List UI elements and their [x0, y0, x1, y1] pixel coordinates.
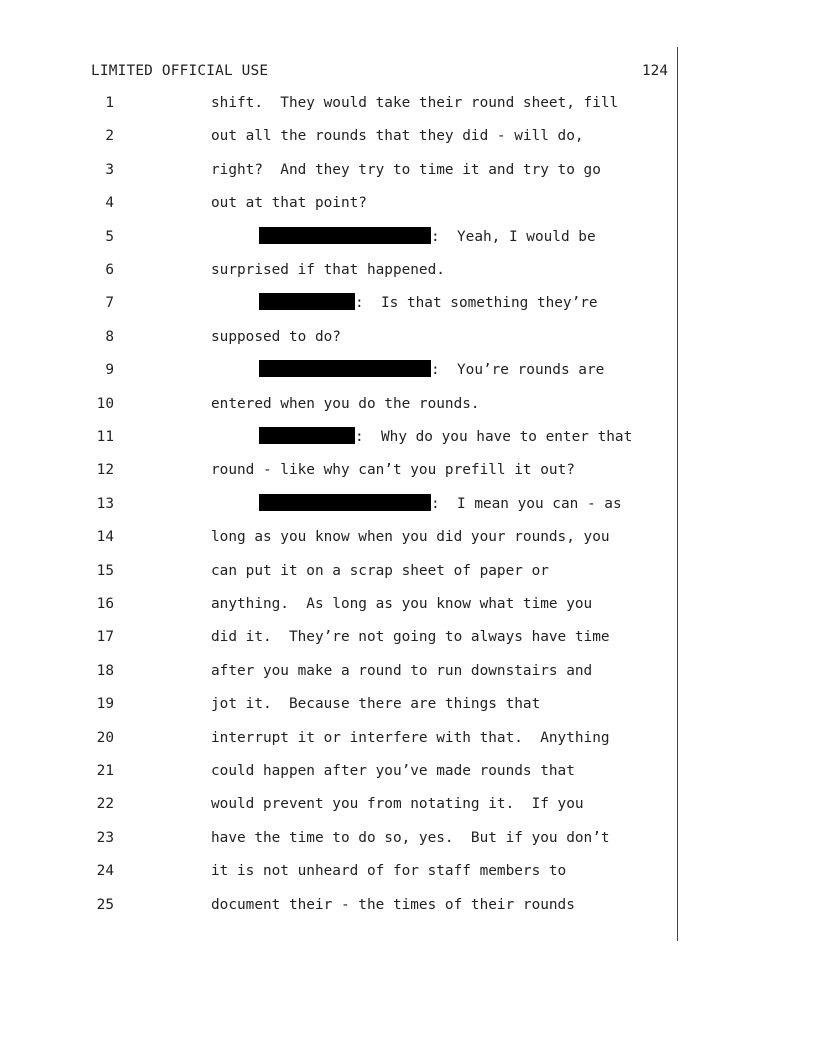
speaker-turn [259, 360, 604, 380]
line-number: 11 [96, 429, 114, 445]
line-number: 8 [105, 328, 114, 345]
line-text: after you make a round to run downstairs and [211, 662, 593, 679]
line-text: can put it on a scrap sheet of paper or [211, 562, 549, 579]
line-text: : You’re rounds are [431, 362, 605, 379]
line-text: would prevent you from notating it. If you [211, 796, 584, 813]
line-text: shift. They would take their round sheet, fill [211, 95, 619, 111]
transcript-line [0, 394, 816, 414]
classification-marking: LIMITED OFFICIAL USE [91, 63, 269, 79]
line-text: interrupt it or interfere with that. Anything [211, 729, 610, 746]
line-text: : I mean you can - as [431, 495, 622, 512]
line-number: 7 [105, 295, 114, 312]
line-text: have the time to do so, yes. But if you don’t [211, 829, 610, 846]
transcript-line [0, 828, 816, 848]
line-text: : Is that something they’re [355, 295, 598, 312]
transcript-line [0, 494, 816, 514]
line-number: 22 [96, 796, 114, 813]
line-text: out at that point? [211, 195, 367, 212]
transcript-line [0, 594, 816, 614]
transcript-line [0, 694, 816, 714]
transcript-line [0, 260, 816, 280]
transcript-line [0, 895, 816, 915]
line-number: 17 [96, 629, 114, 646]
line-text: it is not unheard of for staff members to [211, 863, 567, 880]
line-number: 1 [105, 95, 114, 111]
transcript-line [0, 728, 816, 748]
transcript-line [0, 561, 816, 581]
line-number: 23 [96, 829, 114, 846]
line-number: 2 [105, 128, 114, 145]
transcript-line [0, 193, 816, 213]
line-text: document their - the times of their rounds [211, 896, 575, 913]
line-number: 21 [96, 763, 114, 779]
transcript-line [0, 160, 816, 180]
redacted-speaker-name [259, 494, 431, 511]
line-number: 18 [96, 662, 114, 679]
redacted-speaker-name [259, 227, 431, 244]
line-number: 6 [105, 262, 114, 278]
line-number: 5 [105, 228, 114, 245]
line-number: 14 [96, 529, 114, 546]
line-text: : Why do you have to enter that [355, 429, 633, 445]
transcript-line [0, 527, 816, 547]
speaker-turn [259, 494, 622, 514]
line-text: could happen after you’ve made rounds that [211, 763, 575, 779]
line-text: jot it. Because there are things that [211, 696, 541, 713]
transcript-line [0, 427, 816, 447]
transcript-line [0, 460, 816, 480]
transcript-line [0, 360, 816, 380]
transcript-line [0, 861, 816, 881]
line-number: 15 [96, 562, 114, 579]
transcript-line [0, 661, 816, 681]
transcript-line [0, 327, 816, 347]
line-number: 9 [105, 362, 114, 379]
line-text: did it. They’re not going to always have time [211, 629, 610, 646]
transcript-line [0, 227, 816, 247]
redacted-speaker-name [259, 360, 431, 377]
line-text: surprised if that happened. [211, 262, 445, 278]
redacted-speaker-name [259, 293, 355, 310]
line-number: 16 [96, 596, 114, 612]
transcript-line [0, 761, 816, 781]
line-number: 13 [96, 495, 114, 512]
line-text: out all the rounds that they did - will do, [211, 128, 584, 145]
transcript-line [0, 627, 816, 647]
line-number: 4 [105, 195, 114, 212]
redacted-speaker-name [259, 427, 355, 444]
transcript-line [0, 126, 816, 146]
line-number: 3 [105, 161, 114, 178]
line-text: round - like why can’t you prefill it out? [211, 462, 575, 479]
speaker-turn [259, 427, 632, 447]
line-number: 24 [96, 863, 114, 880]
line-number: 25 [96, 896, 114, 913]
line-text: supposed to do? [211, 328, 341, 345]
line-text: entered when you do the rounds. [211, 395, 480, 412]
line-number: 12 [96, 462, 114, 479]
speaker-turn [259, 293, 598, 313]
transcript-line [0, 93, 816, 113]
line-number: 10 [96, 395, 114, 412]
line-number: 20 [96, 729, 114, 746]
page-number: 124 [642, 63, 668, 79]
page-header [91, 62, 668, 80]
line-number: 19 [96, 696, 114, 713]
transcript-line [0, 794, 816, 814]
line-text: right? And they try to time it and try to go [211, 161, 601, 178]
speaker-turn [259, 227, 596, 247]
line-text: : Yeah, I would be [431, 228, 596, 245]
line-text: long as you know when you did your rounds, you [211, 529, 610, 546]
line-text: anything. As long as you know what time you [211, 596, 593, 612]
transcript-line [0, 293, 816, 313]
